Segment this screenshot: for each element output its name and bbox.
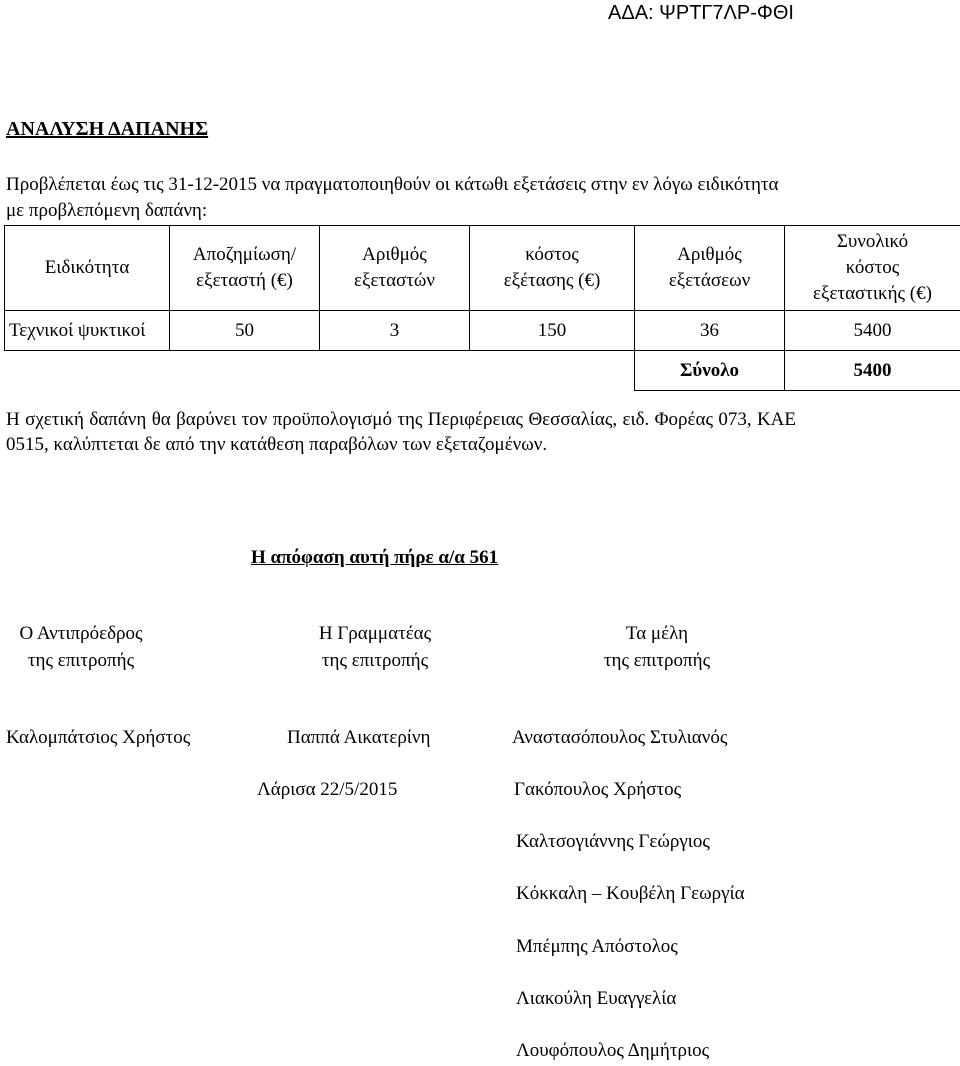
- header-cell-exam-cost: [470, 226, 635, 311]
- secretary-title: [300, 620, 450, 674]
- total-value: 5400: [785, 351, 960, 391]
- header-line: κόστος: [845, 257, 900, 278]
- total-label: Σύνολο: [635, 351, 785, 391]
- table-cell: 5400: [785, 311, 960, 351]
- members-title: [582, 620, 732, 674]
- table-cell: Τεχνικοί ψυκτικοί: [5, 311, 170, 351]
- member-name: Κόκκαλη – Κουβέλη Γεωργία: [516, 883, 745, 904]
- member-name: Αναστασόπουλος Στυλιανός: [512, 727, 728, 748]
- member-name: Γακόπουλος Χρήστος: [514, 779, 682, 800]
- intro-text: Προβλέπεται έως τις 31-12-2015 να πραγματοποιηθούν οι κάτωθι εξετάσεις στην εν λόγω ειδικότητα με προβλεπόμενη δαπάνη:: [6, 174, 779, 221]
- table-cell: 50: [170, 311, 320, 351]
- table-cell: 3: [320, 311, 470, 351]
- role-line: Η Γραμματέας: [318, 623, 432, 644]
- role-line: της επιτροπής: [321, 650, 429, 671]
- header-line: εξεταστικής (€): [813, 283, 932, 304]
- header-cell-total-cost: [785, 226, 960, 311]
- header-line: Αποζημίωση/: [192, 244, 297, 265]
- header-cell-exam-count: [635, 226, 785, 311]
- header-line: Συνολικό: [836, 231, 909, 252]
- role-line: της επιτροπής: [27, 650, 135, 671]
- header-line: εξεταστή (€): [196, 270, 293, 291]
- header-cell-specialty: [5, 226, 170, 311]
- decision-number: Η απόφαση αυτή πήρε α/α 561: [251, 547, 499, 568]
- header-line: Αριθμός: [362, 244, 427, 265]
- cost-table: [4, 225, 960, 391]
- funding-paragraph: Η σχετική δαπάνη θα βαρύνει τον προϋπολογισμό της Περιφέρειας Θεσσαλίας, ειδ. Φορέας 073, ΚΑΕ 0515, καλύπτεται δε από την κατάθεση παραβόλων των εξεταζομένων.: [6, 409, 796, 455]
- table-total-row: [5, 351, 960, 391]
- header-line: Αριθμός: [677, 244, 742, 265]
- section-heading: ΑΝΑΛΥΣΗ ΔΑΠΑΝΗΣ: [6, 118, 209, 140]
- member-name: Λουφόπουλος Δημήτριος: [516, 1040, 710, 1061]
- header-cell-examiners: [320, 226, 470, 311]
- member-name: Μπέμπης Απόστολος: [516, 936, 678, 957]
- header-cell-compensation: [170, 226, 320, 311]
- role-line: Τα μέλη: [625, 623, 689, 644]
- table-cell: 150: [470, 311, 635, 351]
- secretary-name: Παππά Αικατερίνη: [287, 727, 431, 748]
- vice-chair-title: [6, 620, 156, 674]
- ada-code: ΑΔΑ: ΨΡΤΓ7ΛΡ-ΦΘΙ: [608, 2, 794, 24]
- member-name: Καλτσογιάννης Γεώργιος: [516, 831, 710, 852]
- header-line: κόστος: [525, 244, 579, 265]
- header-line: εξεταστών: [354, 270, 435, 291]
- table-header-row: [5, 226, 960, 311]
- table-cell: 36: [635, 311, 785, 351]
- vice-chair-name: Καλομπάτσιος Χρήστος: [6, 727, 191, 748]
- place-date: Λάρισα 22/5/2015: [257, 779, 398, 800]
- member-name: Λιακούλη Ευαγγελία: [516, 988, 677, 1009]
- header-line: εξέτασης (€): [503, 270, 601, 291]
- role-line: της επιτροπής: [603, 650, 711, 671]
- role-line: Ο Αντιπρόεδρος: [19, 623, 143, 644]
- header-line: εξετάσεων: [668, 270, 751, 291]
- table-row: [5, 311, 960, 351]
- header-line: Ειδικότητα: [44, 257, 130, 278]
